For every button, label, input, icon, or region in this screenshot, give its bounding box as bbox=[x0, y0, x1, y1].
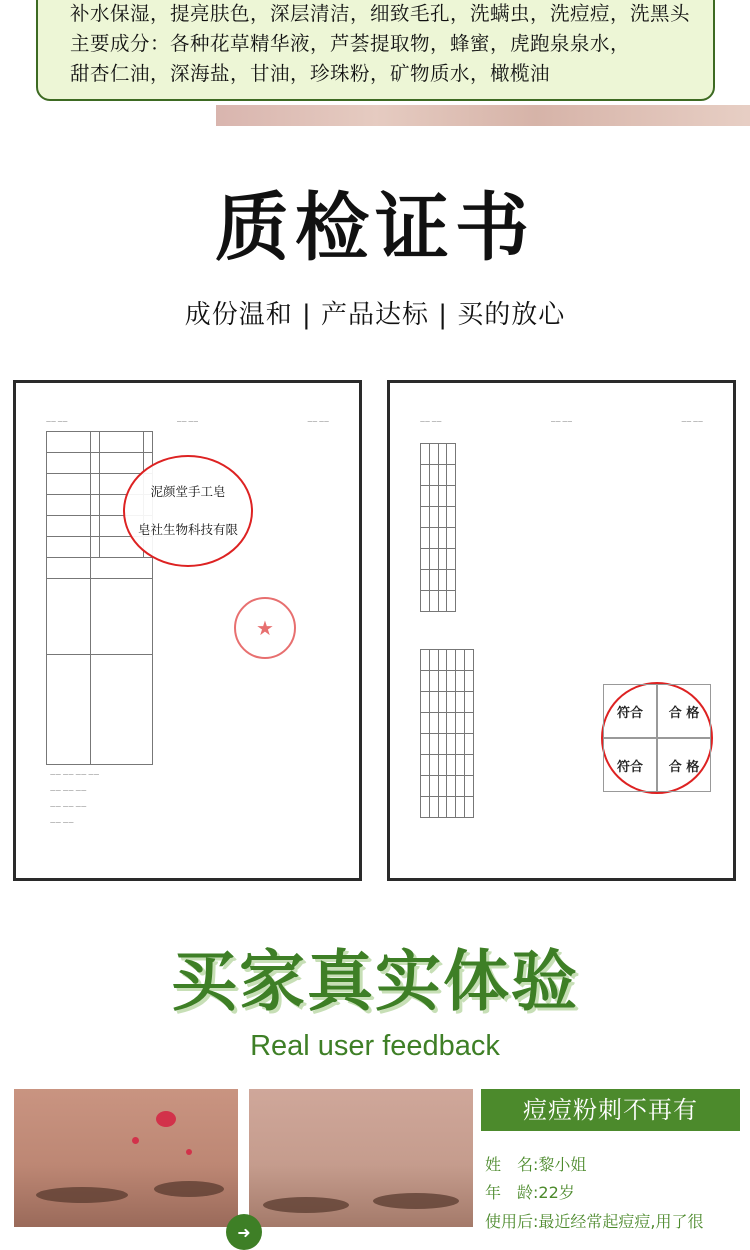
pass-label: 符合 bbox=[603, 738, 657, 792]
eyebrow bbox=[263, 1197, 349, 1213]
acne-spot bbox=[186, 1149, 192, 1155]
brand-callout-line-2: 皂社生物科技有限 bbox=[137, 522, 238, 537]
official-seal-icon: ★ bbox=[234, 597, 296, 659]
report-header: —— —— —— —— —— —— bbox=[46, 419, 329, 425]
report-table-equipment bbox=[420, 443, 456, 612]
report-table-results bbox=[420, 649, 474, 818]
pass-label: 符合 bbox=[603, 684, 657, 738]
arrow-right-icon: ➜ bbox=[226, 1214, 262, 1250]
before-photo bbox=[14, 1089, 238, 1227]
wood-photo-strip bbox=[216, 105, 750, 126]
certificate-subtitle: 成份温和 | 产品达标 | 买的放心 bbox=[184, 300, 566, 330]
feedback-title: 买家真实体验 bbox=[171, 943, 579, 1020]
report-header: —— —— —— —— —— —— bbox=[420, 419, 703, 425]
eyebrow bbox=[154, 1181, 224, 1197]
eyebrow bbox=[373, 1193, 459, 1209]
pass-label: 合 格 bbox=[657, 684, 711, 738]
inspection-report-page-1 bbox=[13, 380, 362, 881]
acne-spot bbox=[132, 1137, 139, 1144]
ingredients-text-2: 甜杏仁油，深海盐，甘油，珍珠粉，矿物质水，橄榄油 bbox=[70, 62, 551, 85]
eyebrow bbox=[36, 1187, 128, 1203]
brand-callout bbox=[123, 455, 253, 567]
acne-spot bbox=[156, 1111, 176, 1127]
reviewer-name: 姓 名:黎小姐 bbox=[485, 1155, 587, 1174]
feedback-banner: 痘痘粉刺不再有 bbox=[481, 1089, 740, 1131]
benefits-text: 补水保湿，提亮肤色，深层清洁，细致毛孔，洗螨虫，洗痘痘，洗黑头 bbox=[70, 2, 691, 25]
report-footer: —— —— —— —— —— —— —— —— —— —— —— —— bbox=[50, 772, 100, 826]
feedback-subtitle: Real user feedback bbox=[250, 1030, 500, 1062]
ingredients-text-1: 主要成分：各种花草精华液，芦荟提取物，蜂蜜，虎跑泉泉水， bbox=[70, 32, 631, 55]
inspection-report-page-2 bbox=[387, 380, 736, 881]
pass-callout bbox=[601, 682, 713, 794]
reviewer-age: 年 龄:22岁 bbox=[485, 1183, 575, 1202]
after-photo bbox=[249, 1089, 473, 1227]
reviewer-comment: 使用后:最近经常起痘痘,用了很 bbox=[485, 1212, 704, 1231]
certificate-title: 质检证书 bbox=[215, 185, 535, 271]
ingredients-panel bbox=[36, 0, 715, 101]
brand-callout-line-1: 泥颜堂手工皂 bbox=[150, 484, 226, 499]
pass-label: 合 格 bbox=[657, 738, 711, 792]
